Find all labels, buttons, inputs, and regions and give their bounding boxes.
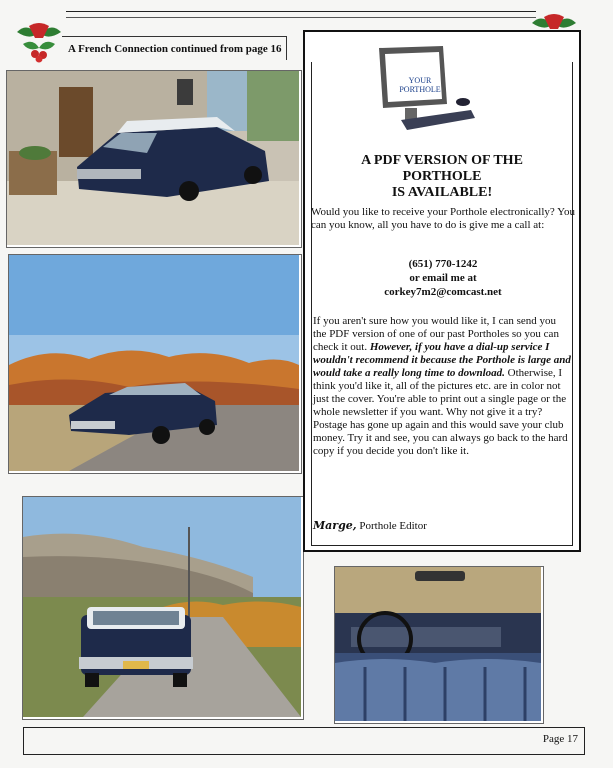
pdf-para-emphasis: However, if you have a dial-up service I wouldn't recommend it because the Porthole is large and would take a really long time to download.: [313, 341, 571, 379]
pdf-notice-box: [303, 30, 581, 552]
computer-monitor-icon: [371, 44, 481, 144]
holly-left-icon: [13, 18, 65, 64]
pdf-para-end: Otherwise, I think you'd like it, all of the pictures etc. are in color not just the cover. You're able to print out a single page or the whole newsletter if you want. Why not give it a try? Postage has gone up again and this would save your club money. Try it and see, you can always go back to the hard copy if you decide you don't like it.: [313, 367, 568, 457]
monitor-screen-text: [395, 76, 445, 94]
signature-name: Marge,: [313, 519, 357, 532]
page-number: Page 17: [542, 733, 578, 745]
photo-frame-1: [6, 70, 302, 248]
pdf-para-start: If you aren't sure how you would like it, I can send you the PDF version of one of our past Portholes so you can check it out.: [313, 315, 559, 353]
contact-or-email: or email me at: [409, 272, 477, 284]
pdf-body-paragraph: [313, 315, 571, 458]
photo-frame-3: [22, 496, 304, 720]
editor-signature: [313, 519, 571, 533]
pdf-title-line3: IS AVAILABLE!: [391, 185, 493, 200]
monitor-text-porthole: PORTHOLE: [399, 85, 441, 94]
pdf-title: [305, 153, 579, 201]
photo-frame-2: [8, 254, 302, 474]
photo-car-cliff-road: [23, 497, 303, 717]
photo-car-interior: [335, 567, 543, 721]
contact-email: corkey7m2@comcast.net: [384, 286, 502, 298]
header-rule: [66, 11, 536, 12]
continued-from-label: A French Connection continued from page 16: [62, 36, 287, 60]
signature-role: Porthole Editor: [359, 520, 427, 532]
pdf-title-line1: A PDF VERSION OF THE: [361, 153, 523, 168]
photo-car-autumn-road: [9, 255, 301, 471]
photo-car-stone-house: [7, 71, 301, 245]
photo-frame-4: [334, 566, 544, 724]
header-rule-thin: [66, 17, 536, 18]
pdf-title-line2: PORTHOLE: [402, 169, 482, 184]
contact-phone: (651) 770-1242: [408, 258, 478, 270]
page-footer: [23, 727, 585, 755]
pdf-intro-text: Would you like to receive your Porthole electronically? You can you know, all you have to do is give me a call at:: [311, 206, 575, 231]
monitor-text-your: YOUR: [408, 76, 432, 85]
